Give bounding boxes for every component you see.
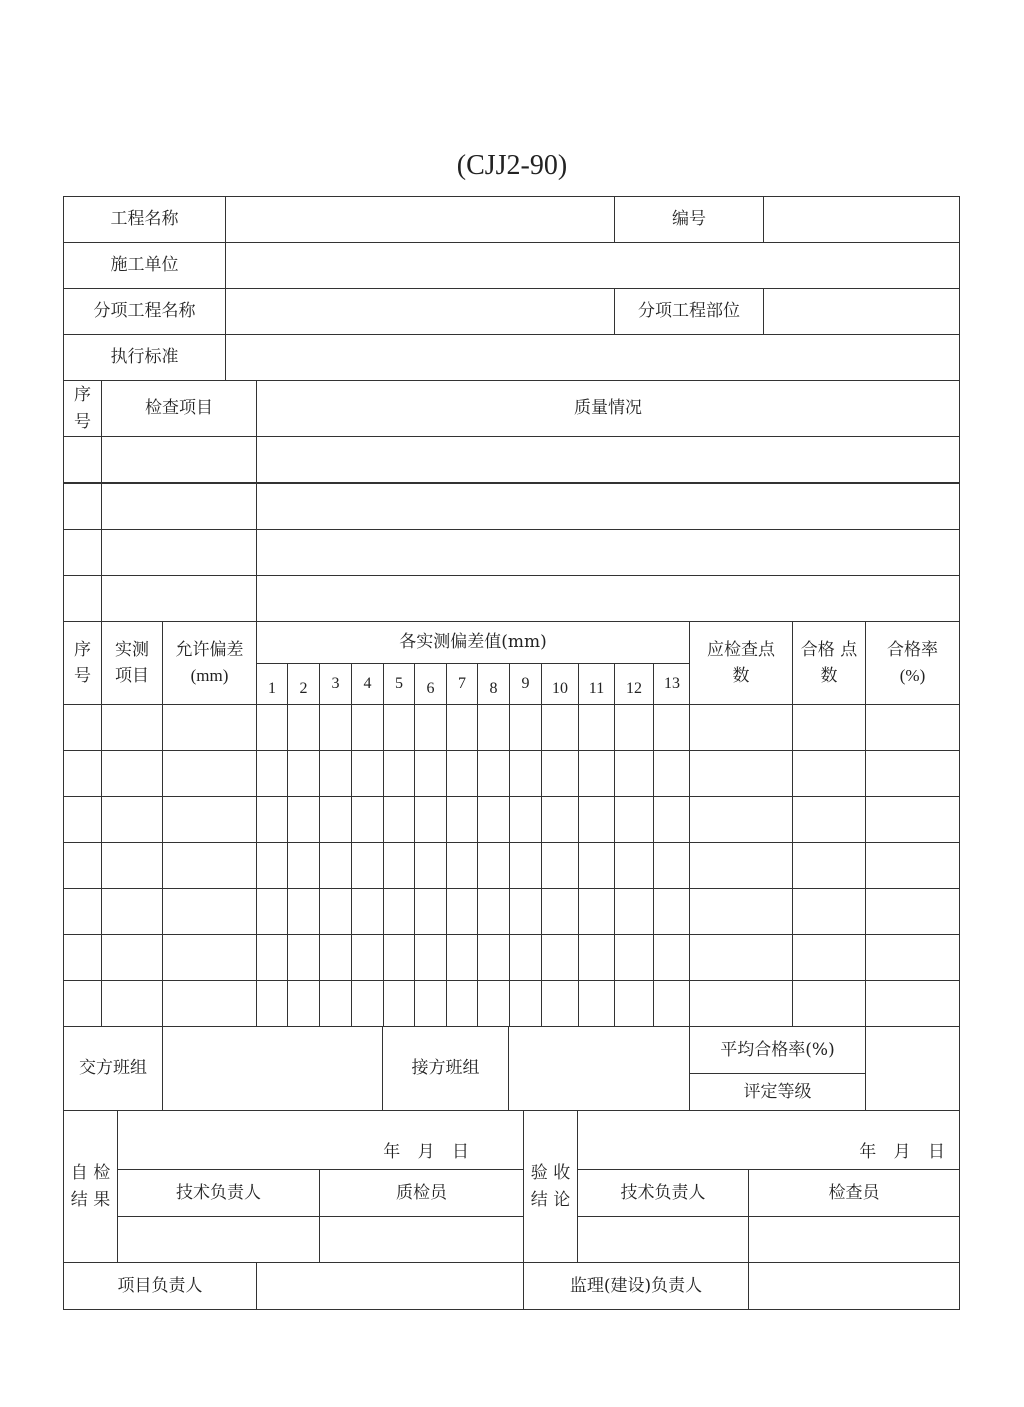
measure-row-7-cell-10[interactable]	[446, 980, 478, 1027]
measure-row-3-cell-2[interactable]	[101, 796, 163, 843]
measure-row-4-cell-17[interactable]	[689, 842, 793, 889]
label-acc-checker	[748, 1169, 960, 1217]
measure-item-header	[101, 621, 163, 705]
measure-row-6-cell-16[interactable]	[653, 934, 691, 981]
inspection-row-4-cell-1[interactable]	[63, 575, 102, 622]
measure-row-4-cell-8[interactable]	[383, 842, 415, 889]
measure-row-2-cell-19[interactable]	[865, 750, 960, 797]
field-self-inspector[interactable]	[319, 1216, 524, 1263]
header-text: 号	[74, 666, 91, 686]
deviation-col-12: 12	[614, 663, 654, 705]
measure-row-7-cell-6[interactable]	[319, 980, 352, 1027]
measure-row-2-cell-6[interactable]	[319, 750, 352, 797]
measure-seq-header	[63, 621, 102, 705]
label-number	[614, 196, 764, 243]
field-from-team[interactable]	[162, 1026, 383, 1111]
measure-row-6-cell-6[interactable]	[319, 934, 352, 981]
measure-row-5-cell-5[interactable]	[287, 888, 320, 935]
header-text: (mm)	[190, 666, 229, 685]
header-text: 数	[820, 666, 838, 686]
date-text: 年 月 日	[859, 1142, 951, 1163]
measure-row-2-cell-13[interactable]	[541, 750, 579, 797]
measure-row-6-cell-4[interactable]	[256, 934, 288, 981]
deviation-col-5: 5	[383, 663, 415, 705]
measure-row-1-cell-19[interactable]	[865, 704, 960, 751]
measure-row-7-cell-16[interactable]	[653, 980, 691, 1027]
measure-row-5-cell-8[interactable]	[383, 888, 415, 935]
measure-row-5-cell-7[interactable]	[351, 888, 384, 935]
measure-row-3-cell-4[interactable]	[256, 796, 288, 843]
inspection-row-3-cell-3[interactable]	[256, 529, 960, 576]
inspection-row-3-cell-2[interactable]	[101, 529, 257, 576]
header-text: 合格 点	[800, 639, 858, 660]
label-text: 分项工程名称	[93, 301, 196, 322]
measure-row-7-cell-13[interactable]	[541, 980, 579, 1027]
header-text: 应检查点	[707, 639, 775, 660]
measure-row-4-cell-13[interactable]	[541, 842, 579, 889]
label-text: 平均合格率(%)	[720, 1039, 835, 1060]
label-text: 接方班组	[411, 1058, 480, 1079]
measure-row-7-cell-2[interactable]	[101, 980, 163, 1027]
label-text: 执行标准	[110, 347, 179, 368]
measure-row-2-cell-4[interactable]	[256, 750, 288, 797]
measure-row-1-cell-17[interactable]	[689, 704, 793, 751]
measure-row-5-cell-17[interactable]	[689, 888, 793, 935]
label-text: 工程名称	[110, 209, 179, 230]
header-text: 号	[74, 411, 91, 432]
measure-row-6-cell-14[interactable]	[578, 934, 615, 981]
label-text: 编号	[672, 209, 706, 230]
field-avg-rate-grade[interactable]	[865, 1026, 960, 1111]
measure-row-5-cell-18[interactable]	[792, 888, 866, 935]
measure-row-6-cell-5[interactable]	[287, 934, 320, 981]
measure-row-1-cell-7[interactable]	[351, 704, 384, 751]
label-self-tech-lead	[117, 1169, 320, 1217]
measure-row-3-cell-14[interactable]	[578, 796, 615, 843]
measure-row-7-cell-5[interactable]	[287, 980, 320, 1027]
field-project-lead[interactable]	[256, 1262, 524, 1310]
measure-row-4-cell-11[interactable]	[477, 842, 510, 889]
measure-row-7-cell-18[interactable]	[792, 980, 866, 1027]
inspection-seq-header	[63, 380, 102, 437]
measure-row-5-cell-9[interactable]	[414, 888, 447, 935]
label-to-team	[382, 1026, 509, 1111]
measure-row-2-cell-3[interactable]	[162, 750, 257, 797]
label-from-team	[63, 1026, 163, 1111]
measure-row-5-cell-11[interactable]	[477, 888, 510, 935]
measure-row-2-cell-16[interactable]	[653, 750, 691, 797]
measure-row-3-cell-1[interactable]	[63, 796, 102, 843]
label-text: 自 检	[70, 1163, 111, 1184]
measure-row-2-cell-7[interactable]	[351, 750, 384, 797]
measure-row-6-cell-19[interactable]	[865, 934, 960, 981]
header-text: 序	[74, 639, 91, 660]
measure-row-4-cell-5[interactable]	[287, 842, 320, 889]
measure-row-6-cell-13[interactable]	[541, 934, 579, 981]
measure-row-1-cell-3[interactable]	[162, 704, 257, 751]
measure-row-6-cell-3[interactable]	[162, 934, 257, 981]
measure-row-6-cell-17[interactable]	[689, 934, 793, 981]
measure-row-3-cell-17[interactable]	[689, 796, 793, 843]
measure-row-3-cell-6[interactable]	[319, 796, 352, 843]
measure-row-3-cell-7[interactable]	[351, 796, 384, 843]
deviation-col-7: 7	[446, 663, 478, 705]
measure-row-1-cell-1[interactable]	[63, 704, 102, 751]
measure-row-3-cell-9[interactable]	[414, 796, 447, 843]
measure-row-1-cell-2[interactable]	[101, 704, 163, 751]
measure-row-3-cell-3[interactable]	[162, 796, 257, 843]
header-text: (%)	[899, 666, 926, 685]
measure-row-7-cell-17[interactable]	[689, 980, 793, 1027]
measure-row-4-cell-10[interactable]	[446, 842, 478, 889]
self-check-date[interactable]	[117, 1110, 524, 1170]
field-acc-tech-lead[interactable]	[577, 1216, 749, 1263]
field-number[interactable]	[763, 196, 960, 243]
label-text: 检查员	[828, 1182, 880, 1203]
deviation-col-2: 2	[287, 663, 320, 705]
measure-row-4-cell-15[interactable]	[614, 842, 654, 889]
measure-row-5-cell-13[interactable]	[541, 888, 579, 935]
header-text: 序	[74, 385, 91, 406]
measure-row-5-cell-16[interactable]	[653, 888, 691, 935]
deviation-col-11: 11	[578, 663, 615, 705]
inspection-row-2-cell-2[interactable]	[101, 483, 257, 530]
label-supervisor	[523, 1262, 749, 1310]
measure-row-3-cell-18[interactable]	[792, 796, 866, 843]
measure-row-4-cell-2[interactable]	[101, 842, 163, 889]
measure-row-3-cell-10[interactable]	[446, 796, 478, 843]
label-contractor	[63, 242, 226, 289]
label-text: 监理(建设)负责人	[569, 1275, 703, 1296]
field-supervisor[interactable]	[748, 1262, 960, 1310]
measure-row-1-cell-5[interactable]	[287, 704, 320, 751]
field-contractor[interactable]	[225, 242, 960, 289]
measure-row-6-cell-9[interactable]	[414, 934, 447, 981]
field-to-team[interactable]	[508, 1026, 690, 1111]
measure-row-2-cell-17[interactable]	[689, 750, 793, 797]
label-project-lead	[63, 1262, 257, 1310]
measure-row-1-cell-11[interactable]	[477, 704, 510, 751]
label-text: 项目负责人	[117, 1275, 203, 1296]
field-self-tech-lead[interactable]	[117, 1216, 320, 1263]
measure-row-2-cell-1[interactable]	[63, 750, 102, 797]
label-self-check	[63, 1110, 118, 1263]
measure-row-3-cell-12[interactable]	[509, 796, 542, 843]
deviation-col-6: 6	[414, 663, 447, 705]
measure-row-4-cell-19[interactable]	[865, 842, 960, 889]
measure-row-6-cell-8[interactable]	[383, 934, 415, 981]
deviation-col-1: 1	[256, 663, 288, 705]
measure-row-4-cell-7[interactable]	[351, 842, 384, 889]
measure-row-1-cell-15[interactable]	[614, 704, 654, 751]
measure-row-3-cell-8[interactable]	[383, 796, 415, 843]
measure-row-1-cell-14[interactable]	[578, 704, 615, 751]
measure-row-5-cell-19[interactable]	[865, 888, 960, 935]
measure-row-6-cell-10[interactable]	[446, 934, 478, 981]
field-sub-project-part[interactable]	[763, 288, 960, 335]
header-text: 数	[732, 666, 750, 686]
label-text: 技术负责人	[176, 1182, 261, 1203]
label-acceptance	[523, 1110, 578, 1263]
measure-row-1-cell-4[interactable]	[256, 704, 288, 751]
measure-row-5-cell-1[interactable]	[63, 888, 102, 935]
label-text: 交方班组	[79, 1058, 147, 1079]
measure-row-5-cell-14[interactable]	[578, 888, 615, 935]
label-standard	[63, 334, 226, 381]
measure-row-6-cell-15[interactable]	[614, 934, 654, 981]
label-text: 技术负责人	[620, 1182, 706, 1203]
measure-row-2-cell-14[interactable]	[578, 750, 615, 797]
measure-row-1-cell-10[interactable]	[446, 704, 478, 751]
field-project-name[interactable]	[225, 196, 615, 243]
measure-row-2-cell-18[interactable]	[792, 750, 866, 797]
measure-tolerance-header	[162, 621, 257, 705]
header-text: 检查项目	[145, 398, 213, 419]
inspection-row-4-cell-3[interactable]	[256, 575, 960, 622]
label-sub-project-part	[614, 288, 764, 335]
measure-row-6-cell-12[interactable]	[509, 934, 542, 981]
deviation-col-13: 13	[653, 663, 691, 705]
label-avg-rate	[689, 1026, 866, 1074]
measure-row-3-cell-11[interactable]	[477, 796, 510, 843]
inspection-row-1-cell-1[interactable]	[63, 436, 102, 483]
measure-row-4-cell-4[interactable]	[256, 842, 288, 889]
measure-row-7-cell-9[interactable]	[414, 980, 447, 1027]
label-text: 评定等级	[743, 1081, 812, 1102]
measure-row-7-cell-1[interactable]	[63, 980, 102, 1027]
measure-pass-header	[792, 621, 866, 705]
label-text: 结 论	[530, 1189, 571, 1210]
deviation-col-8: 8	[477, 663, 510, 705]
measure-row-7-cell-12[interactable]	[509, 980, 542, 1027]
measure-row-7-cell-4[interactable]	[256, 980, 288, 1027]
measure-row-6-cell-2[interactable]	[101, 934, 163, 981]
measure-deviation-header	[256, 621, 690, 664]
label-self-inspector	[319, 1169, 524, 1217]
inspection-row-1-cell-2[interactable]	[101, 436, 257, 483]
measure-row-2-cell-15[interactable]	[614, 750, 654, 797]
measure-row-4-cell-12[interactable]	[509, 842, 542, 889]
measure-points-header	[689, 621, 793, 705]
label-text: 分项工程部位	[638, 301, 740, 322]
measure-row-2-cell-10[interactable]	[446, 750, 478, 797]
measure-row-4-cell-14[interactable]	[578, 842, 615, 889]
measure-row-1-cell-12[interactable]	[509, 704, 542, 751]
measure-row-5-cell-4[interactable]	[256, 888, 288, 935]
measure-row-5-cell-15[interactable]	[614, 888, 654, 935]
acceptance-date[interactable]	[577, 1110, 960, 1170]
measure-row-6-cell-11[interactable]	[477, 934, 510, 981]
inspection-quality-header	[256, 380, 960, 437]
inspection-row-2-cell-1[interactable]	[63, 483, 102, 530]
measure-row-2-cell-9[interactable]	[414, 750, 447, 797]
measure-row-1-cell-9[interactable]	[414, 704, 447, 751]
inspection-item-header	[101, 380, 257, 437]
header-text: 项目	[115, 666, 149, 686]
measure-row-7-cell-15[interactable]	[614, 980, 654, 1027]
measure-row-2-cell-11[interactable]	[477, 750, 510, 797]
measure-row-7-cell-11[interactable]	[477, 980, 510, 1027]
deviation-col-9: 9	[509, 663, 542, 705]
field-sub-project-name[interactable]	[225, 288, 615, 335]
label-text: 验 收	[530, 1163, 571, 1184]
header-text: 实测	[115, 639, 149, 660]
measure-row-2-cell-5[interactable]	[287, 750, 320, 797]
measure-row-3-cell-13[interactable]	[541, 796, 579, 843]
measure-row-4-cell-3[interactable]	[162, 842, 257, 889]
measure-row-7-cell-14[interactable]	[578, 980, 615, 1027]
measure-row-7-cell-3[interactable]	[162, 980, 257, 1027]
label-text: 施工单位	[110, 255, 179, 276]
measure-row-1-cell-13[interactable]	[541, 704, 579, 751]
label-acc-tech-lead	[577, 1169, 749, 1217]
label-grade	[689, 1073, 866, 1111]
measure-row-4-cell-6[interactable]	[319, 842, 352, 889]
measure-row-2-cell-8[interactable]	[383, 750, 415, 797]
measure-row-4-cell-18[interactable]	[792, 842, 866, 889]
measure-row-3-cell-16[interactable]	[653, 796, 691, 843]
deviation-col-3: 3	[319, 663, 352, 705]
measure-row-6-cell-1[interactable]	[63, 934, 102, 981]
measure-row-1-cell-16[interactable]	[653, 704, 691, 751]
measure-row-1-cell-18[interactable]	[792, 704, 866, 751]
label-project-name	[63, 196, 226, 243]
measure-row-4-cell-1[interactable]	[63, 842, 102, 889]
measure-row-3-cell-5[interactable]	[287, 796, 320, 843]
document-title: (CJJ2-90)	[456, 150, 568, 181]
inspection-row-4-cell-2[interactable]	[101, 575, 257, 622]
measure-row-6-cell-18[interactable]	[792, 934, 866, 981]
label-text: 结 果	[70, 1189, 111, 1210]
measure-row-3-cell-19[interactable]	[865, 796, 960, 843]
measure-row-6-cell-7[interactable]	[351, 934, 384, 981]
header-text: 允许偏差	[175, 639, 244, 660]
header-text: 各实测偏差值(mm)	[399, 632, 547, 653]
measure-row-7-cell-7[interactable]	[351, 980, 384, 1027]
measure-row-2-cell-12[interactable]	[509, 750, 542, 797]
measure-row-2-cell-2[interactable]	[101, 750, 163, 797]
field-acc-checker[interactable]	[748, 1216, 960, 1263]
measure-row-3-cell-15[interactable]	[614, 796, 654, 843]
inspection-row-1-cell-3[interactable]	[256, 436, 960, 483]
label-sub-project-name	[63, 288, 226, 335]
measure-row-5-cell-12[interactable]	[509, 888, 542, 935]
deviation-col-4: 4	[351, 663, 384, 705]
measure-row-7-cell-8[interactable]	[383, 980, 415, 1027]
measure-row-7-cell-19[interactable]	[865, 980, 960, 1027]
measure-row-1-cell-6[interactable]	[319, 704, 352, 751]
date-text: 年 月 日	[383, 1142, 475, 1163]
header-text: 质量情况	[574, 398, 642, 419]
header-text: 合格率	[887, 639, 938, 660]
field-standard[interactable]	[225, 334, 960, 381]
measure-row-5-cell-10[interactable]	[446, 888, 478, 935]
deviation-col-10: 10	[541, 663, 579, 705]
measure-row-5-cell-3[interactable]	[162, 888, 257, 935]
measure-rate-header	[865, 621, 960, 705]
measure-row-1-cell-8[interactable]	[383, 704, 415, 751]
label-text: 质检员	[396, 1182, 447, 1203]
inspection-row-3-cell-1[interactable]	[63, 529, 102, 576]
measure-row-4-cell-9[interactable]	[414, 842, 447, 889]
inspection-row-2-cell-3[interactable]	[256, 483, 960, 530]
measure-row-5-cell-6[interactable]	[319, 888, 352, 935]
measure-row-5-cell-2[interactable]	[101, 888, 163, 935]
measure-row-4-cell-16[interactable]	[653, 842, 691, 889]
